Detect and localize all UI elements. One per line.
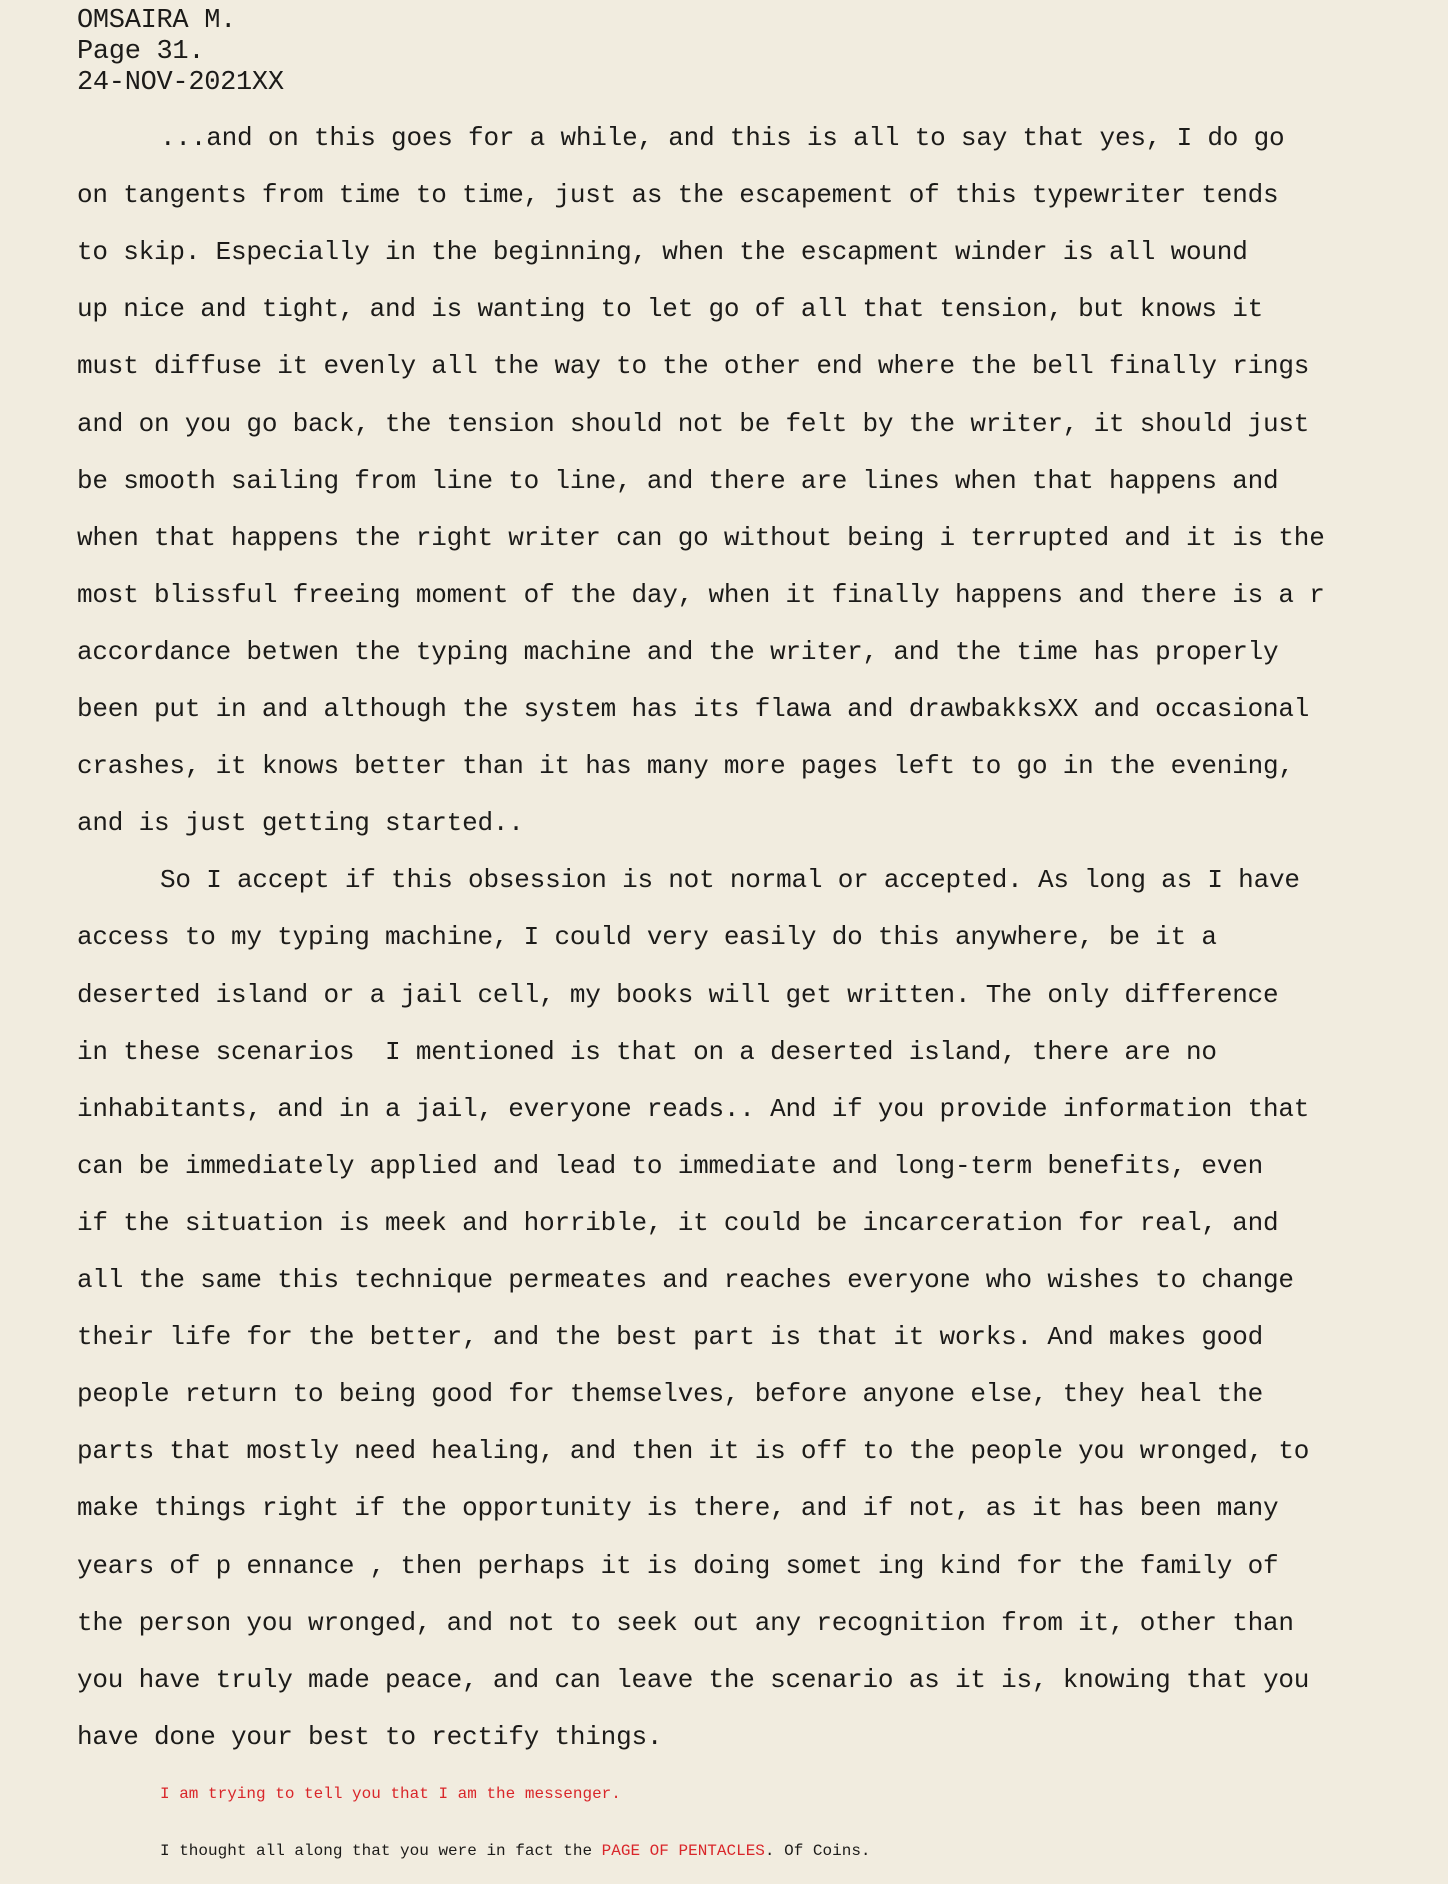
text-line: years of p ennance , then perhaps it is doing somet ing kind for the family of (77, 1550, 1279, 1581)
text-line: and on you go back, the tension should not be felt by the writer, it should just (77, 408, 1310, 439)
text-line: be smooth sailing from line to line, and there are lines when that happens and (77, 465, 1279, 496)
text-line: their life for the better, and the best part is that it works. And makes good (77, 1322, 1263, 1353)
text-line: crashes, it knows better than it has many more pages left to go in the evening, (77, 751, 1294, 782)
text-line: access to my typing machine, I could very easily do this anywhere, be it a (77, 922, 1217, 953)
text-line: have done your best to rectify things. (77, 1721, 663, 1752)
final-line-end: . Of Coins. (764, 1842, 871, 1860)
text-line: inhabitants, and in a jail, everyone reads.. And if you provide information that (77, 1093, 1310, 1124)
text-line: been put in and although the system has its flawa and drawbakksXX and occasional (77, 694, 1310, 724)
text-line: if the situation is meek and horrible, it could be incarceration for real, and (77, 1207, 1279, 1238)
text-line: you have truly made peace, and can leave the scenario as it is, knowing that you (77, 1664, 1310, 1695)
text-line: people return to being good for themselves, before anyone else, they heal the (77, 1379, 1263, 1410)
text-line: all the same this technique permeates and reaches everyone who wishes to change (77, 1265, 1294, 1295)
text-line: can be immediately applied and lead to immediate and long-term benefits, even (77, 1150, 1263, 1181)
text-line: when that happens the right writer can go without being i terrupted and it is the (77, 522, 1325, 553)
text-line: to skip. Especially in the beginning, when the escapment winder is all wound (77, 237, 1248, 268)
text-line: make things right if the opportunity is there, and if not, as it has been many (77, 1493, 1279, 1524)
text-line: So I accept if this obsession is not normal or accepted. As long as I have (160, 865, 1300, 896)
red-message-line: I am trying to tell you that I am the messenger. (160, 1784, 621, 1803)
text-line: and is just getting started.. (77, 808, 524, 839)
text-line: deserted island or a jail cell, my books will get written. The only difference (77, 979, 1279, 1010)
text-line: up nice and tight, and is wanting to let go of all that tension, but knows it (77, 294, 1263, 325)
text-line: the person you wronged, and not to seek out any recognition from it, other than (77, 1607, 1294, 1638)
red-card-name: PAGE OF PENTACLES (601, 1842, 765, 1860)
text-line: most blissful freeing moment of the day, when it finally happens and there is a r (77, 579, 1325, 610)
text-line: parts that mostly need healing, and then it is off to the people you wronged, to (77, 1436, 1310, 1467)
text-line: ...and on this goes for a while, and this is all to say that yes, I do go (160, 123, 1285, 153)
text-line: on tangents from time to time, just as the escapement of this typewriter tends (77, 180, 1279, 211)
text-line: must diffuse it evenly all the way to the other end where the bell finally rings (77, 351, 1310, 382)
text-line: in these scenarios I mentioned is that on a deserted island, there are no (77, 1036, 1217, 1067)
final-line (160, 1836, 871, 1866)
text-line: accordance betwen the typing machine and the writer, and the time has properly (77, 636, 1279, 667)
final-line-text: I thought all along that you were in fact the (160, 1842, 602, 1860)
page-number: Page 31. (77, 37, 205, 67)
page-date: 24-NOV-2021XX (77, 68, 284, 98)
scan-edge (1448, 0, 1456, 1884)
author-name: OMSAIRA M. (77, 6, 237, 36)
